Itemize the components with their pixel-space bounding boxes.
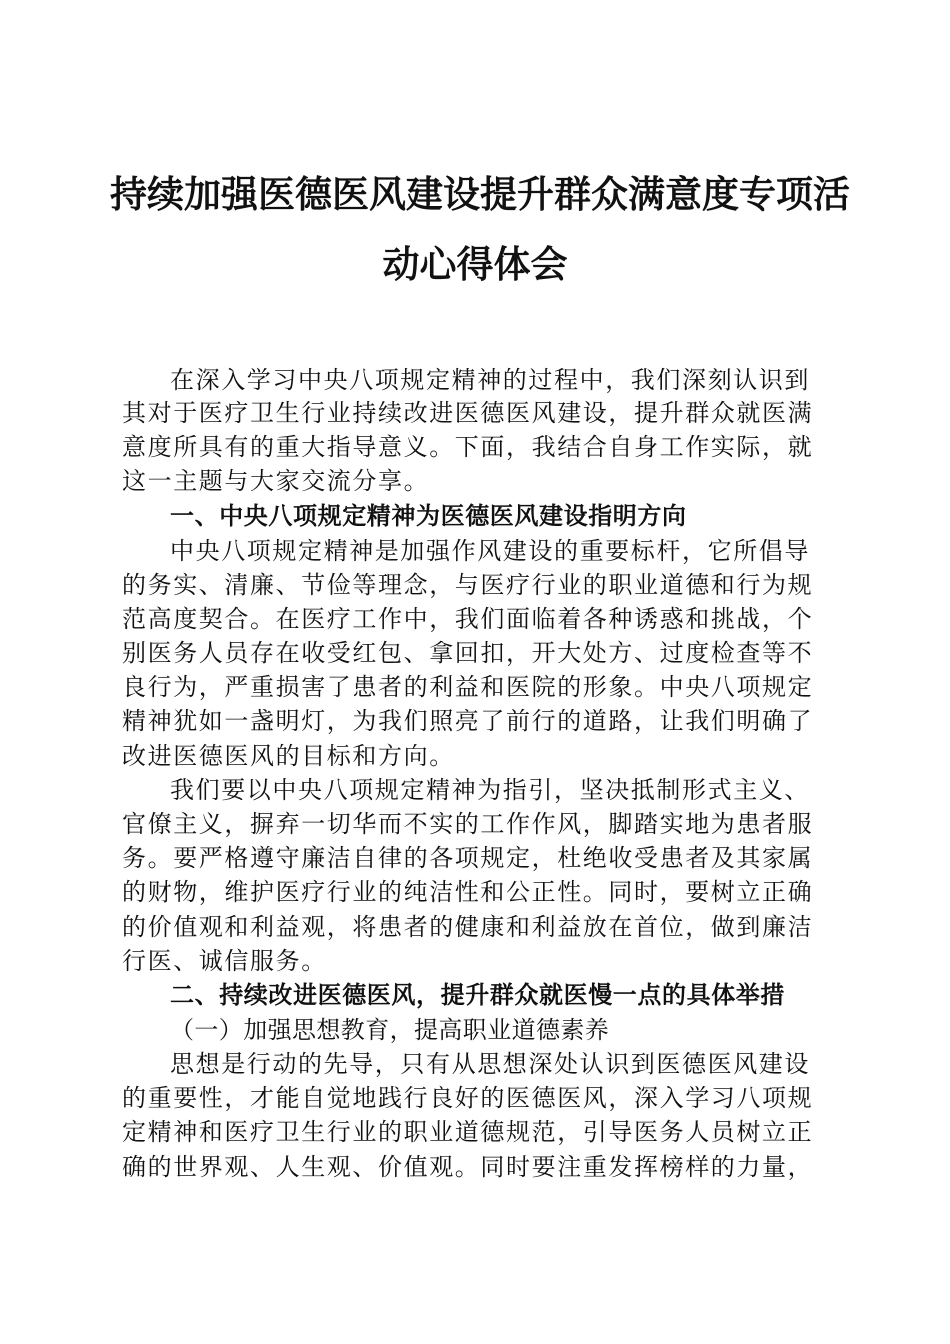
body-line: 的财物，维护医疗行业的纯洁性和公正性。同时，要树立正确 [122,878,814,906]
body-line: 这一主题与大家交流分享。 [122,467,430,495]
body-line: 精神犹如一盏明灯，为我们照亮了前行的道路，让我们明确了 [122,707,814,735]
body-line: 我们要以中央八项规定精神为指引，坚决抵制形式主义、 [170,776,810,804]
section-heading-1: 一、中央八项规定精神为医德医风建设指明方向 [170,502,687,530]
document-title-line-2: 动心得体会 [382,242,568,286]
body-line: 行医、诚信服务。 [122,947,327,975]
body-line: 改进医德医风的目标和方向。 [122,742,455,770]
body-line: 别医务人员存在收受红包、拿回扣，开大处方、过度检查等不 [122,639,814,667]
document-title-line-1: 持续加强医德医风建设提升群众满意度专项活 [110,172,850,216]
body-line: 确的世界观、人生观、价值观。同时要注重发挥榜样的力量， [122,1153,814,1181]
body-line: 的重要性，才能自觉地践行良好的医德医风，深入学习八项规 [122,1084,814,1112]
body-line: 定精神和医疗卫生行业的职业道德规范，引导医务人员树立正 [122,1118,814,1146]
section-heading-2: 二、持续改进医德医风，提升群众就医慢一点的具体举措 [170,981,785,1009]
body-line: 中央八项规定精神是加强作风建设的重要标杆，它所倡导 [170,537,810,565]
subsection-heading-1: （一）加强思想教育，提高职业道德素养 [170,1016,610,1044]
body-line: 意度所具有的重大指导意义。下面，我结合自身工作实际，就 [122,433,814,461]
body-line: 的务实、清廉、节俭等理念，与医疗行业的职业道德和行为规 [122,571,814,599]
body-line: 范高度契合。在医疗工作中，我们面临着各种诱惑和挑战，个 [122,605,814,633]
body-line: 其对于医疗卫生行业持续改进医德医风建设，提升群众就医满 [122,399,814,427]
body-line: 的价值观和利益观，将患者的健康和利益放在首位，做到廉洁 [122,913,814,941]
body-line: 在深入学习中央八项规定精神的过程中，我们深刻认识到 [170,366,810,394]
body-line: 良行为，严重损害了患者的利益和医院的形象。中央八项规定 [122,673,814,701]
body-line: 思想是行动的先导，只有从思想深处认识到医德医风建设 [170,1050,810,1078]
body-line: 务。要严格遵守廉洁自律的各项规定，杜绝收受患者及其家属 [122,844,814,872]
body-line: 官僚主义，摒弃一切华而不实的工作作风，脚踏实地为患者服 [122,810,814,838]
